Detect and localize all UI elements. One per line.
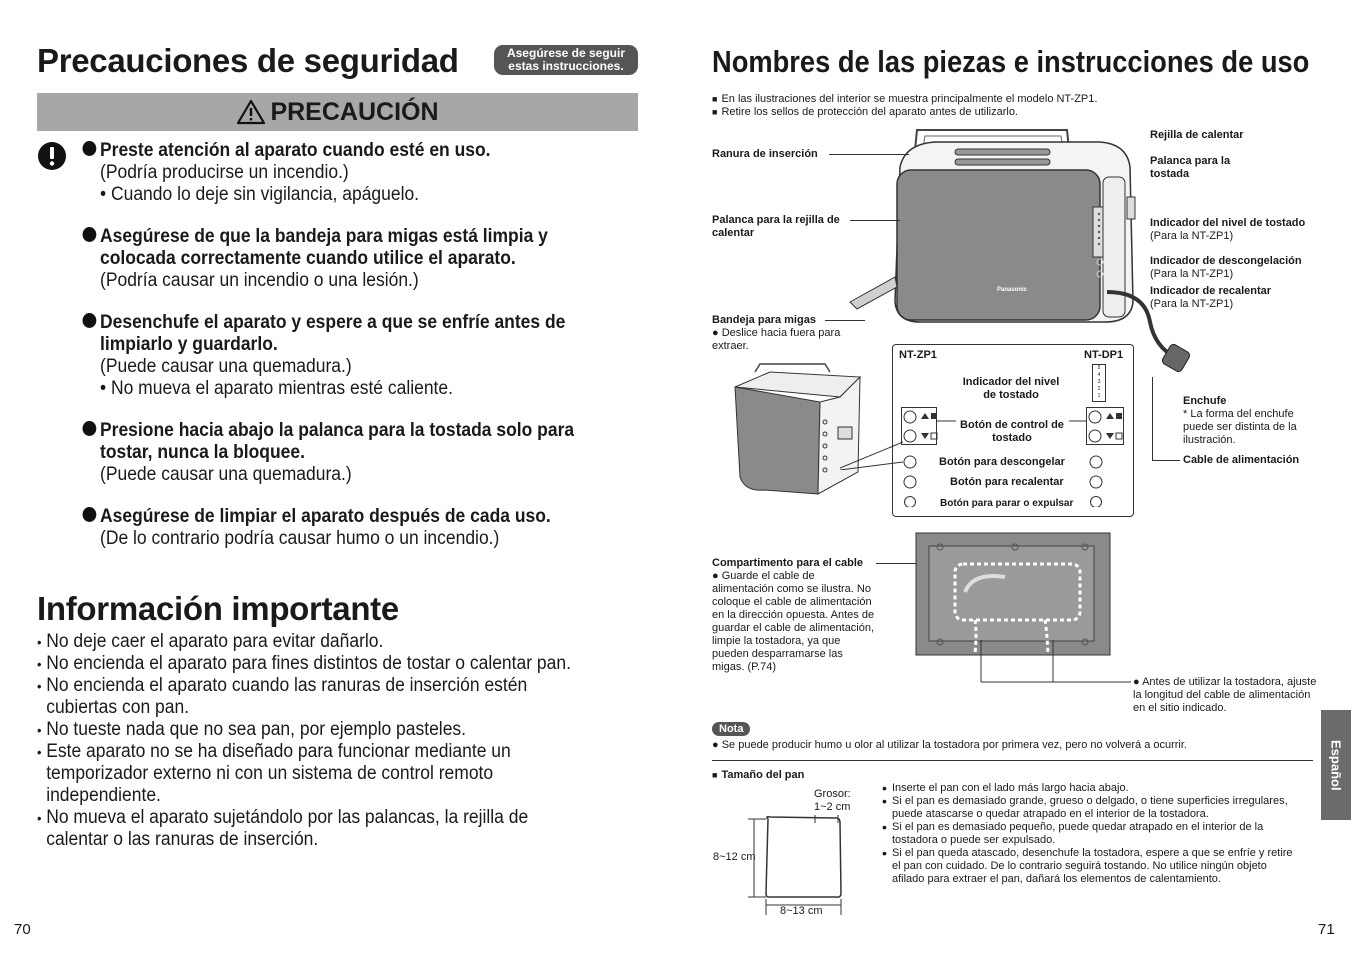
list-item: • Si el pan queda atascado, desenchufe la tostadora, espere a que se enfríe y retire el pan con cuidado. De lo contrario seguirá tostando. No utilice ningún objeto afilado para extraer el pan, dañará los elementos de calentamiento.	[882, 847, 1300, 886]
bread-height-label: 8~12 cm	[713, 851, 756, 863]
bread-size-diagram	[740, 813, 850, 918]
caution-item: Asegúrese de limpiar el aparato después de cada uso. (De lo contrario podría causar humo o un incendio.)	[100, 506, 615, 550]
callout-lines	[840, 440, 905, 470]
caution-item: Presione hacia abajo la palanca para la tostada solo para tostar, nunca la bloquee. (Puede causar una quemadura.)	[100, 420, 615, 486]
level-indicator-scale: 5 4 3 2 1	[1092, 364, 1106, 402]
reheat-button-label: Botón para recalentar	[950, 476, 1064, 488]
plug-note: * La forma del enchufe puede ser distinta de la ilustración.	[1183, 408, 1297, 446]
bread-width-label: 8~13 cm	[780, 905, 823, 917]
caution-item: Asegúrese de que la bandeja para migas está limpia y colocada correctamente cuando utilice el aparato. (Podría causar un incendio o una lesión.)	[100, 226, 615, 292]
bullet-icon	[83, 313, 97, 328]
defrost-indicator-note: (Para la NT-ZP1)	[1150, 268, 1234, 280]
defrost-button-label: Botón para descongelar	[939, 456, 1065, 468]
leader-line	[1152, 460, 1180, 461]
important-info-list	[37, 631, 626, 851]
leader-line	[876, 563, 916, 564]
safety-title: Precauciones de seguridad	[37, 42, 459, 79]
list-item: • No deje caer el aparato para evitar dañarlo.	[37, 631, 626, 653]
toaster-perspective-illustration	[730, 362, 870, 502]
bullet-icon	[83, 227, 97, 242]
note-text: ● Se puede producir humo u olor al utilizar la tostadora por primera vez, pero no volverá a ocurrir.	[712, 739, 1187, 751]
caution-item: Desenchufe el aparato y espere a que se enfríe antes de limpiarlo y guardarlo. (Puede causar una quemadura.) • No mueva el aparato mientras esté caliente.	[100, 312, 615, 400]
label-toast-lever: Palanca para la tostada	[1150, 155, 1231, 180]
model-nt-dp1: NT-DP1	[1084, 349, 1124, 361]
leader-line	[1152, 377, 1153, 461]
bullet-icon	[83, 141, 97, 156]
label-level-indicator: Indicador del nivel de tostado (Para la NT-ZP1)	[1150, 217, 1306, 242]
caution-banner	[37, 93, 638, 131]
list-item: • Si el pan es demasiado grande, grueso o delgado, o tiene superficies irregulares, puede atascarse o quedar atrapado en el interior de la tostadora.	[882, 795, 1300, 821]
note-badge: Nota	[712, 722, 750, 736]
divider	[712, 760, 1313, 761]
caution-label: PRECAUCIÓN	[270, 97, 439, 126]
warning-triangle-icon	[236, 99, 266, 125]
model-nt-zp1: NT-ZP1	[899, 349, 937, 361]
label-warming-rack: Rejilla de calentar	[1150, 129, 1244, 141]
note-line: ■ Retire los sellos de protección del aparato antes de utilizarlo.	[712, 106, 1018, 119]
list-item: • Inserte el pan con el lado más largo hacia abajo.	[882, 782, 1300, 795]
cord-compartment-title: Compartimento para el cable	[712, 557, 863, 569]
list-item: • No encienda el aparato cuando las ranuras de inserción estén cubiertas con pan.	[37, 675, 580, 719]
label-crumb-tray: Bandeja para migas	[712, 314, 816, 326]
thickness-label: Grosor:	[814, 788, 851, 800]
thickness-value: 1~2 cm	[814, 801, 851, 813]
leader-line	[829, 154, 909, 155]
label-defrost-indicator: Indicador de descongelación	[1150, 255, 1302, 267]
panel-level-indicator-label: Indicador del nivel de tostado	[962, 376, 1060, 401]
important-info-title: Información importante	[37, 590, 399, 627]
panel-control-button-label: Botón de control de tostado	[960, 419, 1064, 444]
list-item: • No mueva el aparato sujetándolo por las palancas, la rejilla de calentar o las ranuras de inserción.	[37, 807, 580, 851]
toaster-illustration	[845, 122, 1195, 382]
list-item: • No encienda el aparato para fines distintos de tostar o calentar pan.	[37, 653, 626, 675]
caution-item: Preste atención al aparato cuando esté en uso. (Podría producirse un incendio.) • Cuando lo deje sin vigilancia, apáguelo.	[100, 140, 615, 206]
label-plug: Enchufe	[1183, 395, 1227, 407]
leader-line	[825, 320, 865, 321]
follow-instructions-badge: Asegúrese de seguir estas instrucciones.	[494, 45, 638, 75]
cord-compartment-text: ● Guarde el cable de alimentación como se ilustra. No coloque el cable de alimentación en la dirección opuesta. Antes de guardar el cable de alimentación, limpie la tostadora, ya que pueden desparramarse las migas. (P.74)	[712, 570, 875, 673]
page-number: 70	[14, 921, 31, 938]
note-line: ■ En las ilustraciones del interior se muestra principalmente el modelo NT-ZP1.	[712, 93, 1097, 106]
defrost-button-row	[903, 456, 1131, 469]
brand-logo: Panasonic	[997, 287, 1028, 293]
label-rack-lever: Palanca para la rejilla de calentar	[712, 214, 840, 239]
label-reheat-indicator: Indicador de recalentar	[1150, 285, 1272, 297]
leader-bracket	[965, 630, 1135, 685]
bread-size-title: ■ Tamaño del pan	[712, 769, 804, 782]
list-item: • Este aparato no se ha diseñado para funcionar mediante un temporizador externo ni con un sistema de control remoto independiente.	[37, 741, 552, 807]
crumb-tray-note: ● Deslice hacia fuera para extraer.	[712, 327, 841, 352]
bread-size-list	[882, 782, 1300, 886]
label-power-cord: Cable de alimentación	[1183, 454, 1300, 466]
parts-title: Nombres de las piezas e instrucciones de uso	[712, 44, 1310, 79]
language-tab: Español	[1321, 710, 1351, 820]
label-insertion-slot: Ranura de inserción	[712, 148, 818, 160]
reheat-indicator-note: (Para la NT-ZP1)	[1150, 298, 1234, 310]
list-item: • No tueste nada que no sea pan, por ejemplo pasteles.	[37, 719, 626, 741]
bullet-icon	[83, 421, 97, 436]
list-item: • Si el pan es demasiado pequeño, puede quedar atrapado en el interior de la tostadora o puede ser expulsado.	[882, 821, 1300, 847]
bullet-icon	[83, 507, 97, 522]
page-number: 71	[1318, 921, 1335, 938]
cord-length-note: ● Antes de utilizar la tostadora, ajuste la longitud del cable de alimentación en el sitio indicado.	[1133, 676, 1317, 714]
leader-line	[850, 220, 900, 221]
stop-button-label: Botón para parar o expulsar	[940, 498, 1074, 509]
exclamation-icon	[37, 141, 67, 171]
